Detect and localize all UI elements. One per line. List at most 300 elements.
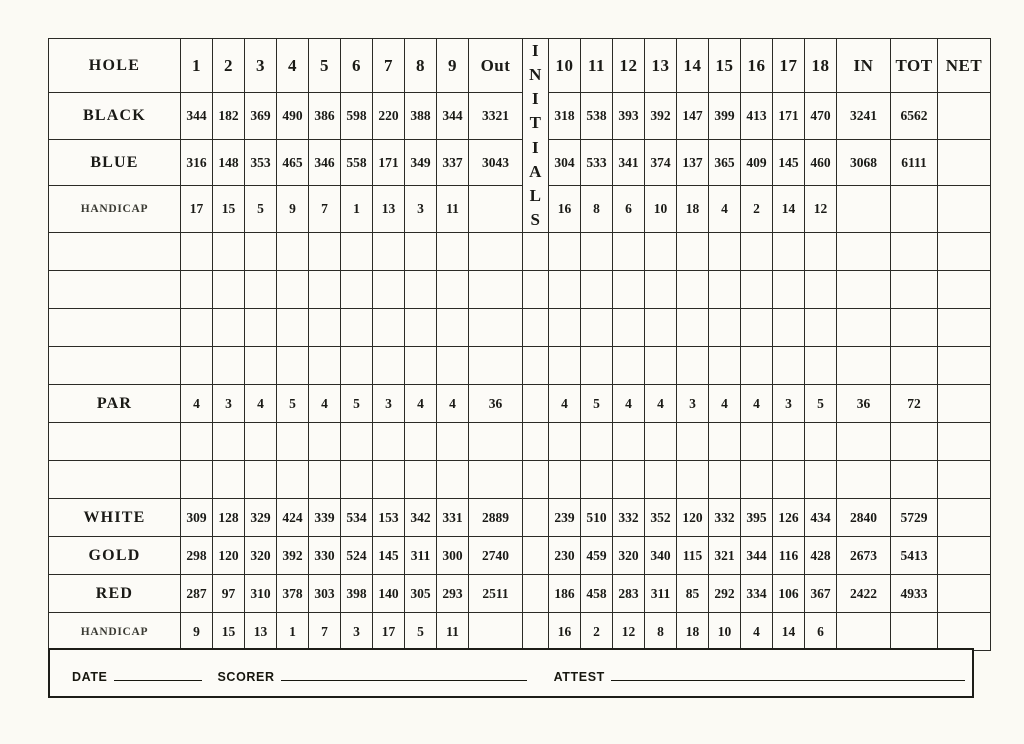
cell-back-14: 85 xyxy=(677,575,709,613)
cell-front-4 xyxy=(277,309,309,347)
cell-back-16 xyxy=(741,461,773,499)
cell-tot xyxy=(891,461,938,499)
table-row xyxy=(49,186,991,233)
cell-tot: 72 xyxy=(891,385,938,423)
cell-net[interactable] xyxy=(938,385,991,423)
cell-back-11 xyxy=(581,233,613,271)
cell-initials[interactable] xyxy=(523,461,549,499)
cell-front-2 xyxy=(213,271,245,309)
date-input-line[interactable] xyxy=(114,679,202,681)
attest-label: ATTEST xyxy=(553,670,605,684)
cell-out xyxy=(469,233,523,271)
cell-tot: 5413 xyxy=(891,537,938,575)
cell-net[interactable] xyxy=(938,93,991,140)
cell-initials[interactable] xyxy=(523,385,549,423)
cell-front-7: 220 xyxy=(373,93,405,140)
cell-front-6: 524 xyxy=(341,537,373,575)
cell-front-4 xyxy=(277,271,309,309)
cell-back-17: 14 xyxy=(773,613,805,651)
cell-front-4: 1 xyxy=(277,613,309,651)
cell-front-3 xyxy=(245,423,277,461)
cell-back-13 xyxy=(645,309,677,347)
cell-front-6 xyxy=(341,423,373,461)
column-header-hole-9: 9 xyxy=(437,39,469,93)
cell-front-9: 331 xyxy=(437,499,469,537)
cell-tot xyxy=(891,233,938,271)
cell-front-7: 153 xyxy=(373,499,405,537)
column-header-hole-3: 3 xyxy=(245,39,277,93)
cell-initials[interactable] xyxy=(523,271,549,309)
cell-back-10 xyxy=(549,309,581,347)
table-row xyxy=(49,347,991,385)
cell-back-16: 413 xyxy=(741,93,773,140)
cell-tot: 5729 xyxy=(891,499,938,537)
cell-front-2: 148 xyxy=(213,139,245,186)
cell-back-14 xyxy=(677,271,709,309)
cell-back-18 xyxy=(805,461,837,499)
cell-initials[interactable] xyxy=(523,575,549,613)
cell-back-18 xyxy=(805,271,837,309)
cell-front-3: 353 xyxy=(245,139,277,186)
cell-front-1 xyxy=(181,423,213,461)
cell-back-15: 4 xyxy=(709,385,741,423)
cell-net[interactable] xyxy=(938,347,991,385)
cell-front-4 xyxy=(277,423,309,461)
cell-front-7 xyxy=(373,309,405,347)
cell-front-8 xyxy=(405,309,437,347)
row-label-handicap: HANDICAP xyxy=(49,186,181,233)
cell-front-3 xyxy=(245,461,277,499)
cell-initials[interactable] xyxy=(523,423,549,461)
row-label-blank xyxy=(49,423,181,461)
cell-tot xyxy=(891,613,938,651)
cell-front-8: 3 xyxy=(405,186,437,233)
cell-back-18: 434 xyxy=(805,499,837,537)
cell-front-9: 300 xyxy=(437,537,469,575)
row-label-blue: BLUE xyxy=(49,139,181,186)
cell-front-2 xyxy=(213,233,245,271)
scorer-input-line[interactable] xyxy=(281,679,527,681)
cell-back-16: 4 xyxy=(741,385,773,423)
cell-back-12: 6 xyxy=(613,186,645,233)
column-header-hole-2: 2 xyxy=(213,39,245,93)
cell-back-11: 2 xyxy=(581,613,613,651)
cell-front-6: 558 xyxy=(341,139,373,186)
cell-back-17: 126 xyxy=(773,499,805,537)
cell-back-18: 470 xyxy=(805,93,837,140)
column-header-hole-17: 17 xyxy=(773,39,805,93)
cell-front-3 xyxy=(245,271,277,309)
cell-back-15: 332 xyxy=(709,499,741,537)
cell-front-3: 329 xyxy=(245,499,277,537)
attest-input-line[interactable] xyxy=(611,679,965,681)
cell-back-11: 458 xyxy=(581,575,613,613)
cell-front-1 xyxy=(181,461,213,499)
cell-net[interactable] xyxy=(938,423,991,461)
cell-out: 2511 xyxy=(469,575,523,613)
table-row xyxy=(49,499,991,537)
column-header-hole-6: 6 xyxy=(341,39,373,93)
date-label: DATE xyxy=(72,670,108,684)
cell-front-6: 398 xyxy=(341,575,373,613)
cell-front-2: 15 xyxy=(213,613,245,651)
cell-net[interactable] xyxy=(938,233,991,271)
scorecard-table xyxy=(48,38,991,651)
cell-back-17 xyxy=(773,309,805,347)
cell-front-2 xyxy=(213,461,245,499)
cell-back-18: 367 xyxy=(805,575,837,613)
cell-front-2: 128 xyxy=(213,499,245,537)
column-header-hole-8: 8 xyxy=(405,39,437,93)
cell-back-15 xyxy=(709,233,741,271)
cell-back-16 xyxy=(741,347,773,385)
cell-front-5: 330 xyxy=(309,537,341,575)
row-label-red: RED xyxy=(49,575,181,613)
cell-net[interactable] xyxy=(938,461,991,499)
cell-front-5: 339 xyxy=(309,499,341,537)
cell-front-8 xyxy=(405,423,437,461)
cell-tot xyxy=(891,347,938,385)
cell-back-10: 239 xyxy=(549,499,581,537)
column-header-hole-1: 1 xyxy=(181,39,213,93)
table-row xyxy=(49,93,991,140)
table-row xyxy=(49,309,991,347)
cell-back-15: 4 xyxy=(709,186,741,233)
cell-front-4 xyxy=(277,461,309,499)
cell-front-4 xyxy=(277,233,309,271)
cell-initials[interactable] xyxy=(523,347,549,385)
cell-back-10 xyxy=(549,423,581,461)
cell-back-16: 344 xyxy=(741,537,773,575)
cell-front-8: 305 xyxy=(405,575,437,613)
cell-front-8 xyxy=(405,271,437,309)
cell-back-11 xyxy=(581,271,613,309)
cell-back-18 xyxy=(805,347,837,385)
row-label-white: WHITE xyxy=(49,499,181,537)
cell-back-15: 365 xyxy=(709,139,741,186)
cell-back-11: 533 xyxy=(581,139,613,186)
cell-front-8: 349 xyxy=(405,139,437,186)
signature-footer-box xyxy=(48,648,974,698)
cell-front-3 xyxy=(245,233,277,271)
cell-front-6: 534 xyxy=(341,499,373,537)
cell-initials[interactable] xyxy=(523,499,549,537)
cell-back-14: 18 xyxy=(677,613,709,651)
cell-back-15 xyxy=(709,461,741,499)
cell-in: 2422 xyxy=(837,575,891,613)
cell-back-12 xyxy=(613,347,645,385)
cell-out xyxy=(469,186,523,233)
cell-back-11 xyxy=(581,423,613,461)
cell-in xyxy=(837,271,891,309)
cell-net[interactable] xyxy=(938,186,991,233)
cell-front-9: 293 xyxy=(437,575,469,613)
cell-back-14 xyxy=(677,309,709,347)
cell-back-17: 116 xyxy=(773,537,805,575)
cell-back-17 xyxy=(773,271,805,309)
row-label-blank xyxy=(49,461,181,499)
cell-front-5 xyxy=(309,423,341,461)
cell-back-14: 18 xyxy=(677,186,709,233)
cell-back-12: 4 xyxy=(613,385,645,423)
cell-front-9 xyxy=(437,271,469,309)
cell-back-14 xyxy=(677,233,709,271)
cell-back-12: 12 xyxy=(613,613,645,651)
cell-tot: 4933 xyxy=(891,575,938,613)
cell-back-13 xyxy=(645,233,677,271)
table-row xyxy=(49,385,991,423)
cell-back-16 xyxy=(741,423,773,461)
cell-back-14: 137 xyxy=(677,139,709,186)
cell-back-10: 230 xyxy=(549,537,581,575)
cell-front-5 xyxy=(309,233,341,271)
cell-front-7: 3 xyxy=(373,385,405,423)
cell-back-16: 409 xyxy=(741,139,773,186)
cell-initials[interactable] xyxy=(523,613,549,651)
cell-front-4: 490 xyxy=(277,93,309,140)
cell-front-2: 97 xyxy=(213,575,245,613)
cell-tot xyxy=(891,271,938,309)
cell-front-7: 17 xyxy=(373,613,405,651)
cell-front-9 xyxy=(437,309,469,347)
cell-back-17 xyxy=(773,347,805,385)
cell-in xyxy=(837,613,891,651)
cell-back-18: 460 xyxy=(805,139,837,186)
cell-back-14 xyxy=(677,461,709,499)
cell-back-18 xyxy=(805,233,837,271)
column-header-hole-12: 12 xyxy=(613,39,645,93)
row-label-gold: GOLD xyxy=(49,537,181,575)
cell-back-13: 352 xyxy=(645,499,677,537)
cell-front-2 xyxy=(213,309,245,347)
cell-back-13: 392 xyxy=(645,93,677,140)
cell-back-12: 393 xyxy=(613,93,645,140)
cell-front-5: 346 xyxy=(309,139,341,186)
cell-front-6: 598 xyxy=(341,93,373,140)
cell-back-10 xyxy=(549,461,581,499)
cell-front-1: 309 xyxy=(181,499,213,537)
cell-front-2: 15 xyxy=(213,186,245,233)
cell-in xyxy=(837,461,891,499)
cell-back-14: 3 xyxy=(677,385,709,423)
cell-back-12 xyxy=(613,309,645,347)
cell-back-13 xyxy=(645,347,677,385)
cell-front-4: 9 xyxy=(277,186,309,233)
cell-in xyxy=(837,423,891,461)
cell-net[interactable] xyxy=(938,613,991,651)
cell-out xyxy=(469,423,523,461)
row-label-handicap: HANDICAP xyxy=(49,613,181,651)
column-header-hole-10: 10 xyxy=(549,39,581,93)
cell-front-1 xyxy=(181,233,213,271)
cell-front-9: 337 xyxy=(437,139,469,186)
cell-tot: 6111 xyxy=(891,139,938,186)
table-row xyxy=(49,537,991,575)
table-row xyxy=(49,613,991,651)
cell-out xyxy=(469,461,523,499)
cell-in xyxy=(837,309,891,347)
cell-front-1: 287 xyxy=(181,575,213,613)
cell-front-4: 424 xyxy=(277,499,309,537)
cell-net[interactable] xyxy=(938,271,991,309)
cell-back-10: 186 xyxy=(549,575,581,613)
cell-back-10 xyxy=(549,347,581,385)
cell-in: 3241 xyxy=(837,93,891,140)
cell-front-2 xyxy=(213,423,245,461)
cell-initials[interactable] xyxy=(523,537,549,575)
cell-initials[interactable] xyxy=(523,309,549,347)
cell-back-16: 334 xyxy=(741,575,773,613)
cell-front-7: 140 xyxy=(373,575,405,613)
cell-back-17 xyxy=(773,461,805,499)
cell-back-12 xyxy=(613,423,645,461)
cell-back-17: 106 xyxy=(773,575,805,613)
cell-front-1: 9 xyxy=(181,613,213,651)
cell-back-12: 283 xyxy=(613,575,645,613)
cell-front-7 xyxy=(373,233,405,271)
cell-back-10: 16 xyxy=(549,186,581,233)
cell-net[interactable] xyxy=(938,139,991,186)
cell-tot xyxy=(891,423,938,461)
table-row xyxy=(49,139,991,186)
cell-front-2 xyxy=(213,347,245,385)
cell-back-11: 8 xyxy=(581,186,613,233)
cell-front-8: 388 xyxy=(405,93,437,140)
cell-front-6 xyxy=(341,233,373,271)
cell-back-17: 14 xyxy=(773,186,805,233)
cell-front-2: 182 xyxy=(213,93,245,140)
cell-back-17: 145 xyxy=(773,139,805,186)
cell-net[interactable] xyxy=(938,309,991,347)
cell-front-4: 5 xyxy=(277,385,309,423)
cell-back-14: 147 xyxy=(677,93,709,140)
cell-back-14 xyxy=(677,423,709,461)
cell-front-5: 4 xyxy=(309,385,341,423)
cell-front-1 xyxy=(181,347,213,385)
initials-column-header: I N I T I A L S xyxy=(523,39,549,233)
cell-front-9 xyxy=(437,423,469,461)
cell-back-11: 510 xyxy=(581,499,613,537)
cell-front-9: 4 xyxy=(437,385,469,423)
cell-front-5 xyxy=(309,309,341,347)
cell-back-15: 10 xyxy=(709,613,741,651)
column-header-out: Out xyxy=(469,39,523,93)
cell-back-18: 6 xyxy=(805,613,837,651)
cell-back-18: 12 xyxy=(805,186,837,233)
cell-back-16 xyxy=(741,309,773,347)
cell-back-17: 171 xyxy=(773,93,805,140)
cell-net[interactable] xyxy=(938,499,991,537)
column-header-hole-5: 5 xyxy=(309,39,341,93)
cell-initials[interactable] xyxy=(523,233,549,271)
cell-back-15 xyxy=(709,309,741,347)
cell-back-16: 2 xyxy=(741,186,773,233)
cell-front-2: 3 xyxy=(213,385,245,423)
cell-front-6 xyxy=(341,309,373,347)
table-row xyxy=(49,461,991,499)
cell-back-12 xyxy=(613,271,645,309)
cell-back-11 xyxy=(581,347,613,385)
cell-front-5: 7 xyxy=(309,186,341,233)
column-header-hole-18: 18 xyxy=(805,39,837,93)
cell-front-6: 1 xyxy=(341,186,373,233)
cell-in: 3068 xyxy=(837,139,891,186)
cell-front-7 xyxy=(373,423,405,461)
cell-net[interactable] xyxy=(938,575,991,613)
cell-front-3: 320 xyxy=(245,537,277,575)
cell-out xyxy=(469,613,523,651)
cell-tot: 6562 xyxy=(891,93,938,140)
cell-front-5 xyxy=(309,461,341,499)
cell-front-9 xyxy=(437,347,469,385)
cell-front-5: 386 xyxy=(309,93,341,140)
cell-out xyxy=(469,271,523,309)
cell-back-14: 115 xyxy=(677,537,709,575)
column-header-tot: TOT xyxy=(891,39,938,93)
row-label-par: PAR xyxy=(49,385,181,423)
cell-back-14: 120 xyxy=(677,499,709,537)
cell-in: 2840 xyxy=(837,499,891,537)
cell-front-3: 369 xyxy=(245,93,277,140)
cell-back-13: 10 xyxy=(645,186,677,233)
table-row xyxy=(49,233,991,271)
cell-back-11: 459 xyxy=(581,537,613,575)
cell-out xyxy=(469,309,523,347)
cell-front-3: 4 xyxy=(245,385,277,423)
cell-front-9: 344 xyxy=(437,93,469,140)
scorecard-table-container xyxy=(48,38,983,651)
cell-front-7 xyxy=(373,271,405,309)
cell-back-13: 374 xyxy=(645,139,677,186)
cell-front-1: 316 xyxy=(181,139,213,186)
cell-out: 36 xyxy=(469,385,523,423)
cell-front-9 xyxy=(437,233,469,271)
cell-back-15: 292 xyxy=(709,575,741,613)
cell-front-1: 298 xyxy=(181,537,213,575)
cell-back-12: 341 xyxy=(613,139,645,186)
table-row xyxy=(49,271,991,309)
cell-back-10 xyxy=(549,271,581,309)
cell-in xyxy=(837,233,891,271)
cell-front-4: 465 xyxy=(277,139,309,186)
cell-front-6 xyxy=(341,461,373,499)
row-label-black: BLACK xyxy=(49,93,181,140)
cell-tot xyxy=(891,309,938,347)
cell-front-7: 13 xyxy=(373,186,405,233)
cell-back-18: 5 xyxy=(805,385,837,423)
cell-front-9 xyxy=(437,461,469,499)
scorer-label: SCORER xyxy=(217,670,275,684)
cell-front-1: 4 xyxy=(181,385,213,423)
cell-front-1 xyxy=(181,271,213,309)
cell-net[interactable] xyxy=(938,537,991,575)
cell-out: 3321 xyxy=(469,93,523,140)
cell-front-2: 120 xyxy=(213,537,245,575)
cell-front-3: 13 xyxy=(245,613,277,651)
cell-back-11 xyxy=(581,309,613,347)
cell-back-14 xyxy=(677,347,709,385)
cell-back-15 xyxy=(709,423,741,461)
column-header-hole-4: 4 xyxy=(277,39,309,93)
cell-front-4: 378 xyxy=(277,575,309,613)
cell-back-17 xyxy=(773,233,805,271)
cell-back-13 xyxy=(645,271,677,309)
cell-front-6: 3 xyxy=(341,613,373,651)
cell-out: 3043 xyxy=(469,139,523,186)
cell-front-1 xyxy=(181,309,213,347)
column-header-hole-14: 14 xyxy=(677,39,709,93)
cell-front-7 xyxy=(373,461,405,499)
